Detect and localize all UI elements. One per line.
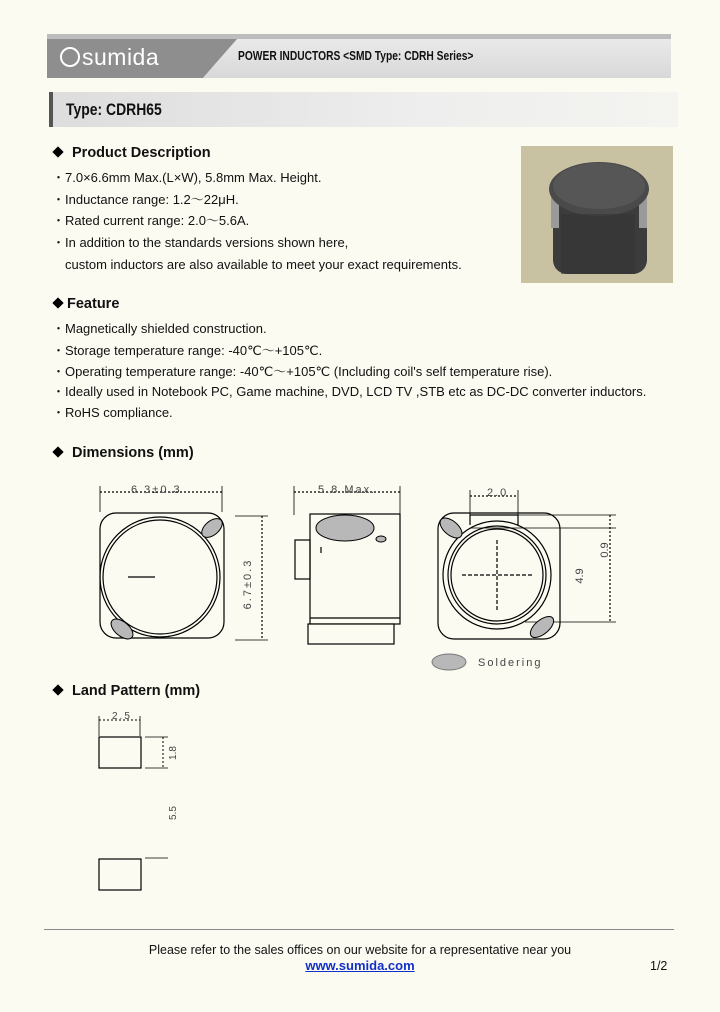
heading-text: Dimensions (mm) (72, 445, 194, 461)
land-pattern-heading (52, 683, 200, 699)
feature-line: ・Ideally used in Notebook PC, Game machine, DVD, LCD TV ,STB etc as DC-DC converter inductors. (52, 384, 647, 399)
footer-note: Please refer to the sales offices on our website for a representative near you (148, 943, 572, 957)
product-description-heading (52, 145, 211, 161)
dim-top-right: 2.0 (487, 487, 509, 499)
solder-label: Soldering (478, 657, 543, 669)
side-view-drawing (294, 486, 400, 644)
bottom-view-drawing (438, 490, 616, 639)
dim-side-left: 6.7±0.3 (242, 558, 254, 610)
feature-line: ・Magnetically shielded construction. (52, 321, 267, 336)
land-pattern-drawing (0, 700, 720, 900)
land-dim-gap: 5.5 (168, 806, 179, 820)
land-pad-bottom (99, 859, 141, 890)
website-link[interactable]: www.sumida.com (305, 958, 415, 973)
terminal-shape (376, 536, 386, 542)
dim-right-2: 4.9 (574, 568, 586, 584)
description-line: ・Inductance range: 1.2～22μH. (52, 192, 239, 207)
feature-heading (52, 296, 119, 312)
diamond-bullet-icon (52, 684, 63, 695)
type-title: Type: CDRH65 (66, 100, 162, 119)
dimensions-drawing (0, 470, 720, 685)
diamond-bullet-icon (52, 146, 63, 157)
dim-top-mid: 5.8 Max. (318, 484, 377, 496)
diamond-bullet-icon (52, 297, 63, 308)
description-line: ・7.0×6.6mm Max.(L×W), 5.8mm Max. Height. (52, 170, 322, 185)
dim-right-1: 0.9 (599, 542, 611, 558)
land-dim-width: 2.5 (112, 711, 132, 722)
land-pad-top (99, 737, 141, 768)
heading-text: Feature (67, 296, 120, 312)
terminal-shape (198, 515, 225, 541)
feature-line: ・RoHS compliance. (52, 405, 173, 420)
feature-line: ・Storage temperature range: -40℃～+105℃. (52, 343, 323, 358)
terminal-shape (437, 514, 466, 541)
header-top-line (47, 34, 671, 39)
land-dim-height: 1.8 (168, 746, 179, 760)
heading-text: Product Description (72, 145, 211, 161)
dimensions-heading (52, 445, 194, 461)
page-number: 1/2 (650, 959, 668, 973)
soldering-legend-swatch (432, 654, 466, 670)
diamond-bullet-icon (52, 446, 63, 457)
description-line: custom inductors are also available to meet your exact requirements. (52, 257, 462, 272)
description-line: ・Rated current range: 2.0～5.6A. (52, 213, 250, 228)
header-title: POWER INDUCTORS <SMD Type: CDRH Series> (238, 49, 474, 63)
dim-top-left: 6.3±0.3 (131, 484, 182, 496)
logo-text: sumida (82, 44, 160, 70)
footer-divider (44, 929, 674, 930)
sumida-logo-icon (60, 47, 80, 67)
heading-text: Land Pattern (mm) (72, 683, 201, 699)
description-line: ・In addition to the standards versions shown here, (52, 235, 349, 250)
product-photo (521, 146, 673, 283)
terminal-shape (316, 515, 374, 541)
feature-line: ・Operating temperature range: -40℃～+105℃ (Including coil's self temperature rise). (52, 364, 553, 379)
